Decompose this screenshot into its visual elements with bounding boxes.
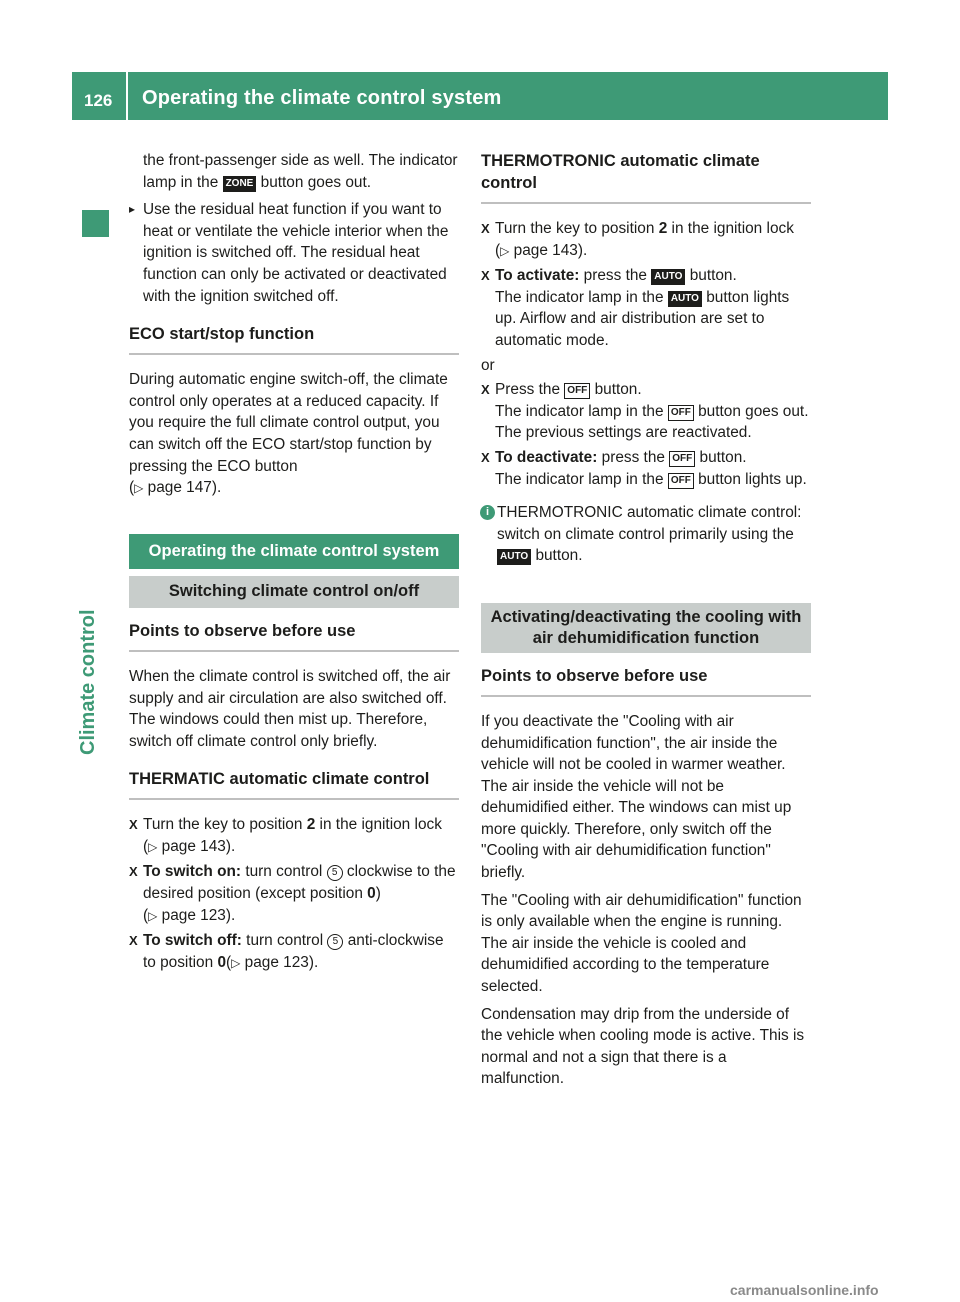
header-title: Operating the climate control system: [142, 87, 502, 109]
eco-text: During automatic engine switch-off, the climate control only operates at a reduced capacity. If you require the full climate control output, you can switch off the ECO start/stop function by pressing the ECO button (▷ page 147).: [129, 371, 448, 497]
step-marker-icon: X: [481, 268, 490, 284]
step-switch-on: X To switch on: turn control 5 clockwise to the desired position (except position 0) (▷ page 123).: [129, 863, 456, 924]
residual-heat-bullet: ▸ Use the residual heat function if you want to heat or ventilate the vehicle interior when the ignition is switched off. The residual heat function can only be activated or deactivated with the ignition switched off.: [129, 199, 459, 307]
cooling-para-1: If you deactivate the "Cooling with air dehumidification function", the air inside the vehicle will not be cooled in warmer weather. The air inside the vehicle will not be dehumidified either. The windows can mist up more quickly. Therefore, only switch off the "Cooling with air dehumidification function" briefly.: [481, 712, 792, 882]
page-ref-icon: ▷: [500, 243, 510, 258]
info-icon: i: [480, 505, 495, 520]
thermotronic-heading: THERMOTRONIC automatic climate control: [481, 150, 811, 204]
section-title-bar: Operating the climate control system: [129, 534, 459, 570]
step-activate: X To activate: press the AUTO button. The indicator lamp in the AUTO button lights up. Airflow and air distribution are set to automatic mode.: [481, 267, 790, 349]
step-marker-icon: X: [129, 817, 138, 833]
page-header: [72, 72, 888, 120]
auto-button-icon: AUTO: [651, 269, 685, 285]
left-column: [129, 150, 459, 977]
page-number: 126: [84, 91, 113, 110]
page-link[interactable]: page 123).: [161, 906, 236, 924]
step-turn-key-right: X Turn the key to position 2 in the ignition lock (▷ page 143).: [481, 220, 794, 259]
header-divider: [126, 72, 128, 120]
points-heading-left: Points to observe before use: [129, 620, 459, 652]
step-marker-icon: X: [481, 449, 490, 465]
points-text-left: When the climate control is switched off, the air supply and air circulation are also switched off. The windows could then mist up. Therefore, switch off climate control only briefly.: [129, 667, 451, 750]
step-marker-icon: X: [481, 382, 490, 398]
off-button-icon: OFF: [564, 383, 590, 399]
page-link[interactable]: page 143).: [161, 837, 236, 855]
page-link[interactable]: page 143).: [513, 241, 588, 259]
step-marker-icon: X: [129, 933, 138, 949]
off-button-icon: OFF: [669, 451, 695, 467]
step-turn-key: X Turn the key to position 2 in the ignition lock (▷ page 143).: [129, 816, 442, 855]
page-ref-icon: ▷: [231, 955, 241, 970]
off-button-icon: OFF: [668, 405, 694, 421]
right-column: [481, 150, 811, 1096]
eco-page-link[interactable]: page 147).: [147, 479, 222, 497]
auto-button-icon: AUTO: [497, 549, 531, 565]
page-ref-icon: ▷: [148, 908, 158, 923]
chapter-label: Climate control: [77, 609, 99, 755]
step-switch-off: X To switch off: turn control 5 anti-clockwise to position 0(▷ page 123).: [129, 932, 444, 971]
step-marker-icon: X: [481, 221, 490, 236]
eco-heading: ECO start/stop function: [129, 323, 459, 355]
thermatic-heading: THERMATIC automatic climate control: [129, 768, 459, 800]
off-button-icon: OFF: [668, 473, 694, 489]
points-heading-right: Points to observe before use: [481, 665, 811, 697]
page-ref-icon: ▷: [148, 839, 158, 854]
or-text: or: [481, 356, 495, 374]
chapter-marker: [82, 210, 109, 237]
step-press-off: X Press the OFF button. The indicator lamp in the OFF button goes out. The previous settings are reactivated.: [481, 381, 809, 442]
control-5-icon: 5: [327, 865, 343, 881]
info-note: i THERMOTRONIC automatic climate control: switch on climate control primarily using the AUTO button.: [481, 502, 811, 567]
step-marker-icon: X: [129, 864, 138, 880]
page-ref-icon: ▷: [134, 481, 144, 496]
auto-button-icon: AUTO: [668, 291, 702, 307]
control-5-icon: 5: [327, 934, 343, 950]
zone-button-icon: ZONE: [223, 176, 257, 192]
cooling-title-bar: Activating/deactivating the cooling with air dehumidification function: [481, 603, 811, 653]
continued-text: the front-passenger side as well. The indicator lamp in the ZONE button goes out.: [143, 152, 458, 191]
page-link[interactable]: page 123).: [244, 953, 319, 971]
step-deactivate: X To deactivate: press the OFF button. The indicator lamp in the OFF button lights up.: [481, 448, 807, 488]
cooling-para-3: Condensation may drip from the underside of the vehicle when cooling mode is active. This is normal and not a sign that there is a malfunction.: [481, 1005, 805, 1088]
subsection-title-bar: Switching climate control on/off: [129, 576, 459, 608]
cooling-para-2: The "Cooling with air dehumidification" function is only available when the engine is running. The air inside the vehicle is cooled and dehumidified according to the temperature selected.: [481, 891, 802, 996]
chapter-sidebar: [72, 120, 120, 1240]
watermark: carmanualsonline.info: [730, 1282, 879, 1298]
